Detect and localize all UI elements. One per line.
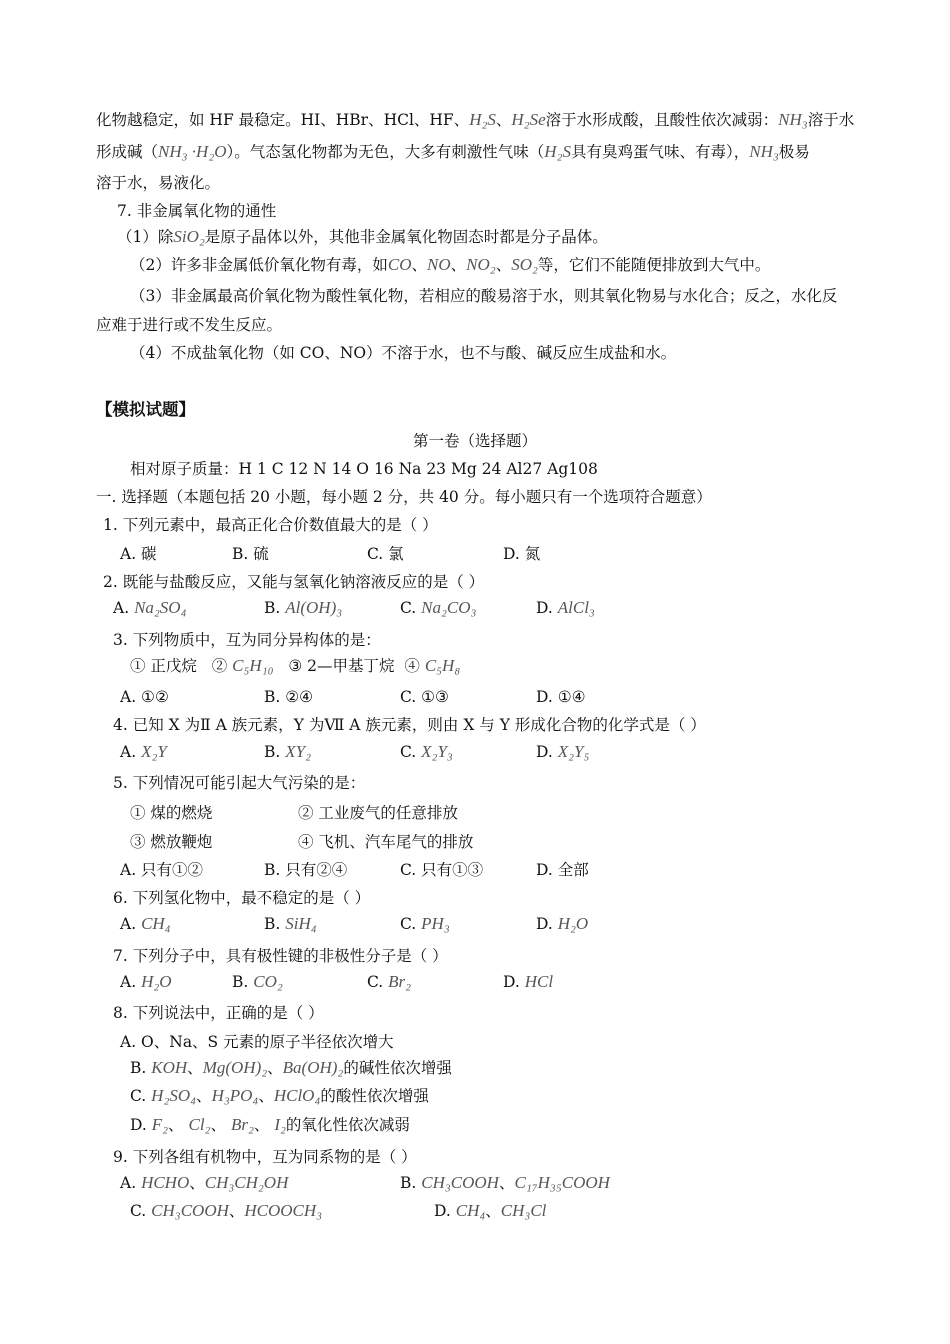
section-7-item-3b: 应难于进行或不发生反应。 bbox=[96, 316, 283, 334]
formula: Br₂ bbox=[388, 972, 412, 991]
question-2-stem: 2. 既能与盐酸反应，又能与氢氧化钠溶液反应的是（ ） bbox=[103, 573, 485, 591]
text: 、 bbox=[187, 1059, 203, 1077]
question-3-stem: 3. 下列物质中，互为同分异构体的是： bbox=[113, 631, 381, 649]
text: （2）许多非金属低价氧化物有毒，如 bbox=[130, 256, 388, 274]
text: 溶于水形成酸，且酸性依次减弱： bbox=[545, 111, 779, 129]
text: 具有臭鸡蛋气味、有毒）， bbox=[570, 143, 750, 161]
formula: CH₃CH₂OH bbox=[204, 1173, 289, 1192]
q8-option-c bbox=[130, 1085, 429, 1107]
text: 是原子晶体以外，其他非金属氧化物固态时都是分子晶体。 bbox=[204, 228, 608, 246]
q9-option-a bbox=[120, 1172, 288, 1194]
option-label: C. bbox=[130, 1202, 147, 1220]
formula: H₂O bbox=[557, 914, 589, 933]
option-label: B. bbox=[264, 915, 281, 933]
q1-option-d: D. 氮 bbox=[503, 545, 541, 563]
text: 、 bbox=[258, 1087, 274, 1105]
q4-option-b bbox=[264, 741, 311, 763]
option-label: A. bbox=[120, 973, 137, 991]
option-label: C. bbox=[367, 973, 384, 991]
q3-item-4-label: ④ bbox=[404, 657, 420, 675]
q8-option-d bbox=[130, 1114, 410, 1136]
q6-option-c bbox=[400, 913, 450, 935]
q6-option-a bbox=[120, 913, 171, 935]
option-label: A. bbox=[120, 915, 137, 933]
question-1-stem: 1. 下列元素中，最高正化合价数值最大的是（ ） bbox=[103, 516, 438, 534]
q5-item-2: ② 工业废气的任意排放 bbox=[298, 804, 458, 822]
q1-option-c: C. 氯 bbox=[367, 545, 404, 563]
section-7-item-1 bbox=[117, 226, 608, 248]
formula-nh3: NH₃ bbox=[749, 142, 779, 161]
question-4-stem: 4. 已知 X 为Ⅱ A 族元素，Y 为Ⅶ A 族元素，则由 X 与 Y 形成化合物的化学式是（ ） bbox=[113, 716, 706, 734]
formula-h2s: H₂S bbox=[544, 142, 571, 161]
q7-option-b bbox=[232, 971, 283, 993]
q5-option-a: A. 只有①② bbox=[120, 861, 204, 879]
formula: PH₃ bbox=[421, 914, 450, 933]
text: 、 bbox=[168, 1116, 184, 1134]
text: （1）除 bbox=[117, 228, 174, 246]
option-label: A. bbox=[120, 743, 137, 761]
section-7-item-3a: （3）非金属最高价氧化物为酸性氧化物，若相应的酸易溶于水，则其氧化物易与水化合；反之，水化反 bbox=[130, 287, 838, 305]
formula-so2: SO₂ bbox=[511, 255, 538, 274]
formula: AlCl₃ bbox=[557, 598, 595, 617]
q4-option-d bbox=[536, 741, 589, 763]
question-7-stem: 7. 下列分子中，具有极性键的非极性分子是（ ） bbox=[113, 947, 448, 965]
formula: CH₄ bbox=[141, 914, 171, 933]
text: 、 bbox=[189, 1174, 205, 1192]
formula: HCOOCH₃ bbox=[244, 1201, 323, 1220]
option-label: B. bbox=[264, 599, 281, 617]
q3-item-4-formula: C₅H₈ bbox=[424, 656, 461, 675]
q9-option-b bbox=[400, 1172, 610, 1194]
formula-co: CO bbox=[387, 255, 412, 274]
text: 、 bbox=[495, 111, 512, 129]
q2-option-d bbox=[536, 597, 595, 619]
q3-item-2-formula: C₅H₁₀ bbox=[232, 656, 274, 675]
option-label: C. bbox=[400, 915, 417, 933]
formula: Na₂SO₄ bbox=[134, 598, 187, 617]
text: 极易 bbox=[778, 143, 810, 161]
text: 的氧化性依次减弱 bbox=[285, 1116, 410, 1134]
option-label: C. bbox=[400, 743, 417, 761]
formula: CH₃Cl bbox=[500, 1201, 547, 1220]
option-label: B. bbox=[130, 1059, 147, 1077]
formula: X₂Y₃ bbox=[421, 742, 453, 761]
question-8-stem: 8. 下列说法中，正确的是（ ） bbox=[113, 1004, 324, 1022]
formula: C₁₇H₃₅COOH bbox=[514, 1173, 610, 1192]
formula: X₂Y₅ bbox=[557, 742, 590, 761]
formula: I₂ bbox=[274, 1115, 286, 1134]
option-label: D. bbox=[536, 599, 553, 617]
q3-option-a: A. ①② bbox=[120, 688, 169, 706]
formula: SiH₄ bbox=[285, 914, 317, 933]
q1-option-b: B. 硫 bbox=[232, 545, 269, 563]
option-label: C. bbox=[130, 1087, 147, 1105]
formula: H₂SO₄ bbox=[151, 1086, 197, 1105]
option-label: D. bbox=[503, 973, 520, 991]
formula: CO₂ bbox=[253, 972, 283, 991]
section-instructions: 一. 选择题（本题包括 20 小题，每小题 2 分，共 40 分。每小题只有一个选项符合题意） bbox=[96, 488, 712, 506]
text: 、 bbox=[253, 1116, 270, 1134]
formula: F₂ bbox=[151, 1115, 169, 1134]
option-label: D. bbox=[130, 1116, 147, 1134]
intro-line-2 bbox=[96, 141, 810, 163]
formula-no2: NO₂ bbox=[466, 255, 496, 274]
option-label: D. bbox=[434, 1202, 451, 1220]
text: 溶于水 bbox=[807, 111, 855, 129]
q3-option-d: D. ①④ bbox=[536, 688, 586, 706]
formula-nh3-h2o: NH₃ ·H₂O bbox=[158, 142, 227, 161]
q5-item-1: ① 煤的燃烧 bbox=[130, 804, 213, 822]
formula: Na₂CO₃ bbox=[421, 598, 477, 617]
formula: H₂O bbox=[141, 972, 172, 991]
question-6-stem: 6. 下列氢化物中，最不稳定的是（ ） bbox=[113, 889, 371, 907]
text: ）。气态氢化物都为无色，大多有刺激性气味（ bbox=[226, 143, 545, 161]
text: 、 bbox=[450, 256, 467, 274]
q5-option-d: D. 全部 bbox=[536, 861, 589, 879]
option-label: A. bbox=[113, 599, 130, 617]
q3-item-3: ③ 2—甲基丁烷 bbox=[288, 657, 395, 675]
option-label: B. bbox=[264, 743, 281, 761]
q5-item-4: ④ 飞机、汽车尾气的排放 bbox=[298, 833, 474, 851]
formula: HCl bbox=[524, 972, 554, 991]
q5-option-c: C. 只有①③ bbox=[400, 861, 484, 879]
question-5-stem: 5. 下列情况可能引起大气污染的是： bbox=[113, 774, 366, 792]
text: 化物越稳定，如 HF 最稳定。HI、HBr、HCl、HF、 bbox=[96, 111, 470, 129]
q6-option-b bbox=[264, 913, 317, 935]
text: 的碱性依次增强 bbox=[343, 1059, 452, 1077]
option-label: A. bbox=[120, 1174, 137, 1192]
formula: Ba(OH)₂ bbox=[282, 1058, 344, 1077]
q5-item-3: ③ 燃放鞭炮 bbox=[130, 833, 213, 851]
atomic-masses: 相对原子质量：H 1 C 12 N 14 O 16 Na 23 Mg 24 Al27 Ag108 bbox=[130, 460, 598, 478]
q3-items bbox=[130, 655, 460, 677]
formula: HCHO bbox=[141, 1173, 190, 1192]
formula: Mg(OH)₂ bbox=[202, 1058, 268, 1077]
formula-h2s: H₂S bbox=[469, 110, 496, 129]
formula: H₃PO₄ bbox=[211, 1086, 259, 1105]
q6-option-d bbox=[536, 913, 588, 935]
formula: HClO₄ bbox=[273, 1086, 321, 1105]
option-label: B. bbox=[400, 1174, 417, 1192]
q2-option-a bbox=[113, 597, 187, 619]
formula: Cl₂ bbox=[188, 1115, 211, 1134]
formula-nh3: NH₃ bbox=[778, 110, 808, 129]
text: 、 bbox=[485, 1202, 501, 1220]
section-7-title: 7. 非金属氧化物的通性 bbox=[117, 202, 277, 220]
q3-option-c: C. ①③ bbox=[400, 688, 449, 706]
q5-option-b: B. 只有②④ bbox=[264, 861, 348, 879]
q9-option-d bbox=[434, 1200, 546, 1222]
section-7-item-4: （4）不成盐氧化物（如 CO、NO）不溶于水，也不与酸、碱反应生成盐和水。 bbox=[130, 344, 677, 362]
q7-option-c bbox=[367, 971, 411, 993]
text: 形成碱（ bbox=[96, 143, 159, 161]
q3-option-b: B. ②④ bbox=[264, 688, 314, 706]
q2-option-c bbox=[400, 597, 476, 619]
volume-title: 第一卷（选择题） bbox=[412, 432, 537, 450]
formula-no: NO bbox=[427, 255, 451, 274]
formula-sio2: SiO₂ bbox=[173, 227, 205, 246]
section-7-item-2 bbox=[130, 254, 770, 276]
formula-h2se: H₂Se bbox=[511, 110, 546, 129]
option-label: B. bbox=[232, 973, 249, 991]
text: 、 bbox=[411, 256, 428, 274]
formula: KOH bbox=[151, 1058, 188, 1077]
q1-option-a: A. 碳 bbox=[120, 545, 157, 563]
text: 等，它们不能随便排放到大气中。 bbox=[537, 256, 771, 274]
text: 、 bbox=[267, 1059, 283, 1077]
q4-option-a bbox=[120, 741, 167, 763]
formula: CH₄ bbox=[455, 1201, 486, 1220]
text: 、 bbox=[498, 1174, 515, 1192]
q7-option-d bbox=[503, 971, 553, 993]
option-label: C. bbox=[400, 599, 417, 617]
formula: CH₃COOH bbox=[151, 1201, 229, 1220]
option-label: D. bbox=[536, 915, 553, 933]
exam-heading: 【模拟试题】 bbox=[96, 400, 195, 419]
intro-line-1 bbox=[96, 109, 854, 131]
text: 、 bbox=[196, 1087, 212, 1105]
formula: Br₂ bbox=[230, 1115, 254, 1134]
option-label: D. bbox=[536, 743, 553, 761]
q7-option-a bbox=[120, 971, 172, 993]
text: 的酸性依次增强 bbox=[320, 1087, 429, 1105]
q8-option-a: A. O、Na、S 元素的原子半径依次增大 bbox=[120, 1033, 394, 1051]
formula: XY₂ bbox=[285, 742, 312, 761]
intro-line-3: 溶于水，易液化。 bbox=[96, 174, 221, 192]
text: 、 bbox=[228, 1202, 245, 1220]
formula: X₂Y bbox=[141, 742, 167, 761]
q2-option-b bbox=[264, 597, 342, 619]
q9-option-c bbox=[130, 1200, 322, 1222]
question-9-stem: 9. 下列各组有机物中，互为同系物的是（ ） bbox=[113, 1148, 417, 1166]
q4-option-c bbox=[400, 741, 453, 763]
text: 、 bbox=[210, 1116, 226, 1134]
formula: CH₃COOH bbox=[421, 1173, 499, 1192]
text: 、 bbox=[495, 256, 512, 274]
q8-option-b bbox=[130, 1057, 452, 1079]
formula: Al(OH)₃ bbox=[285, 598, 343, 617]
q3-item-2-label: ② bbox=[211, 657, 228, 675]
q3-item-1: ① 正戊烷 bbox=[130, 657, 197, 675]
